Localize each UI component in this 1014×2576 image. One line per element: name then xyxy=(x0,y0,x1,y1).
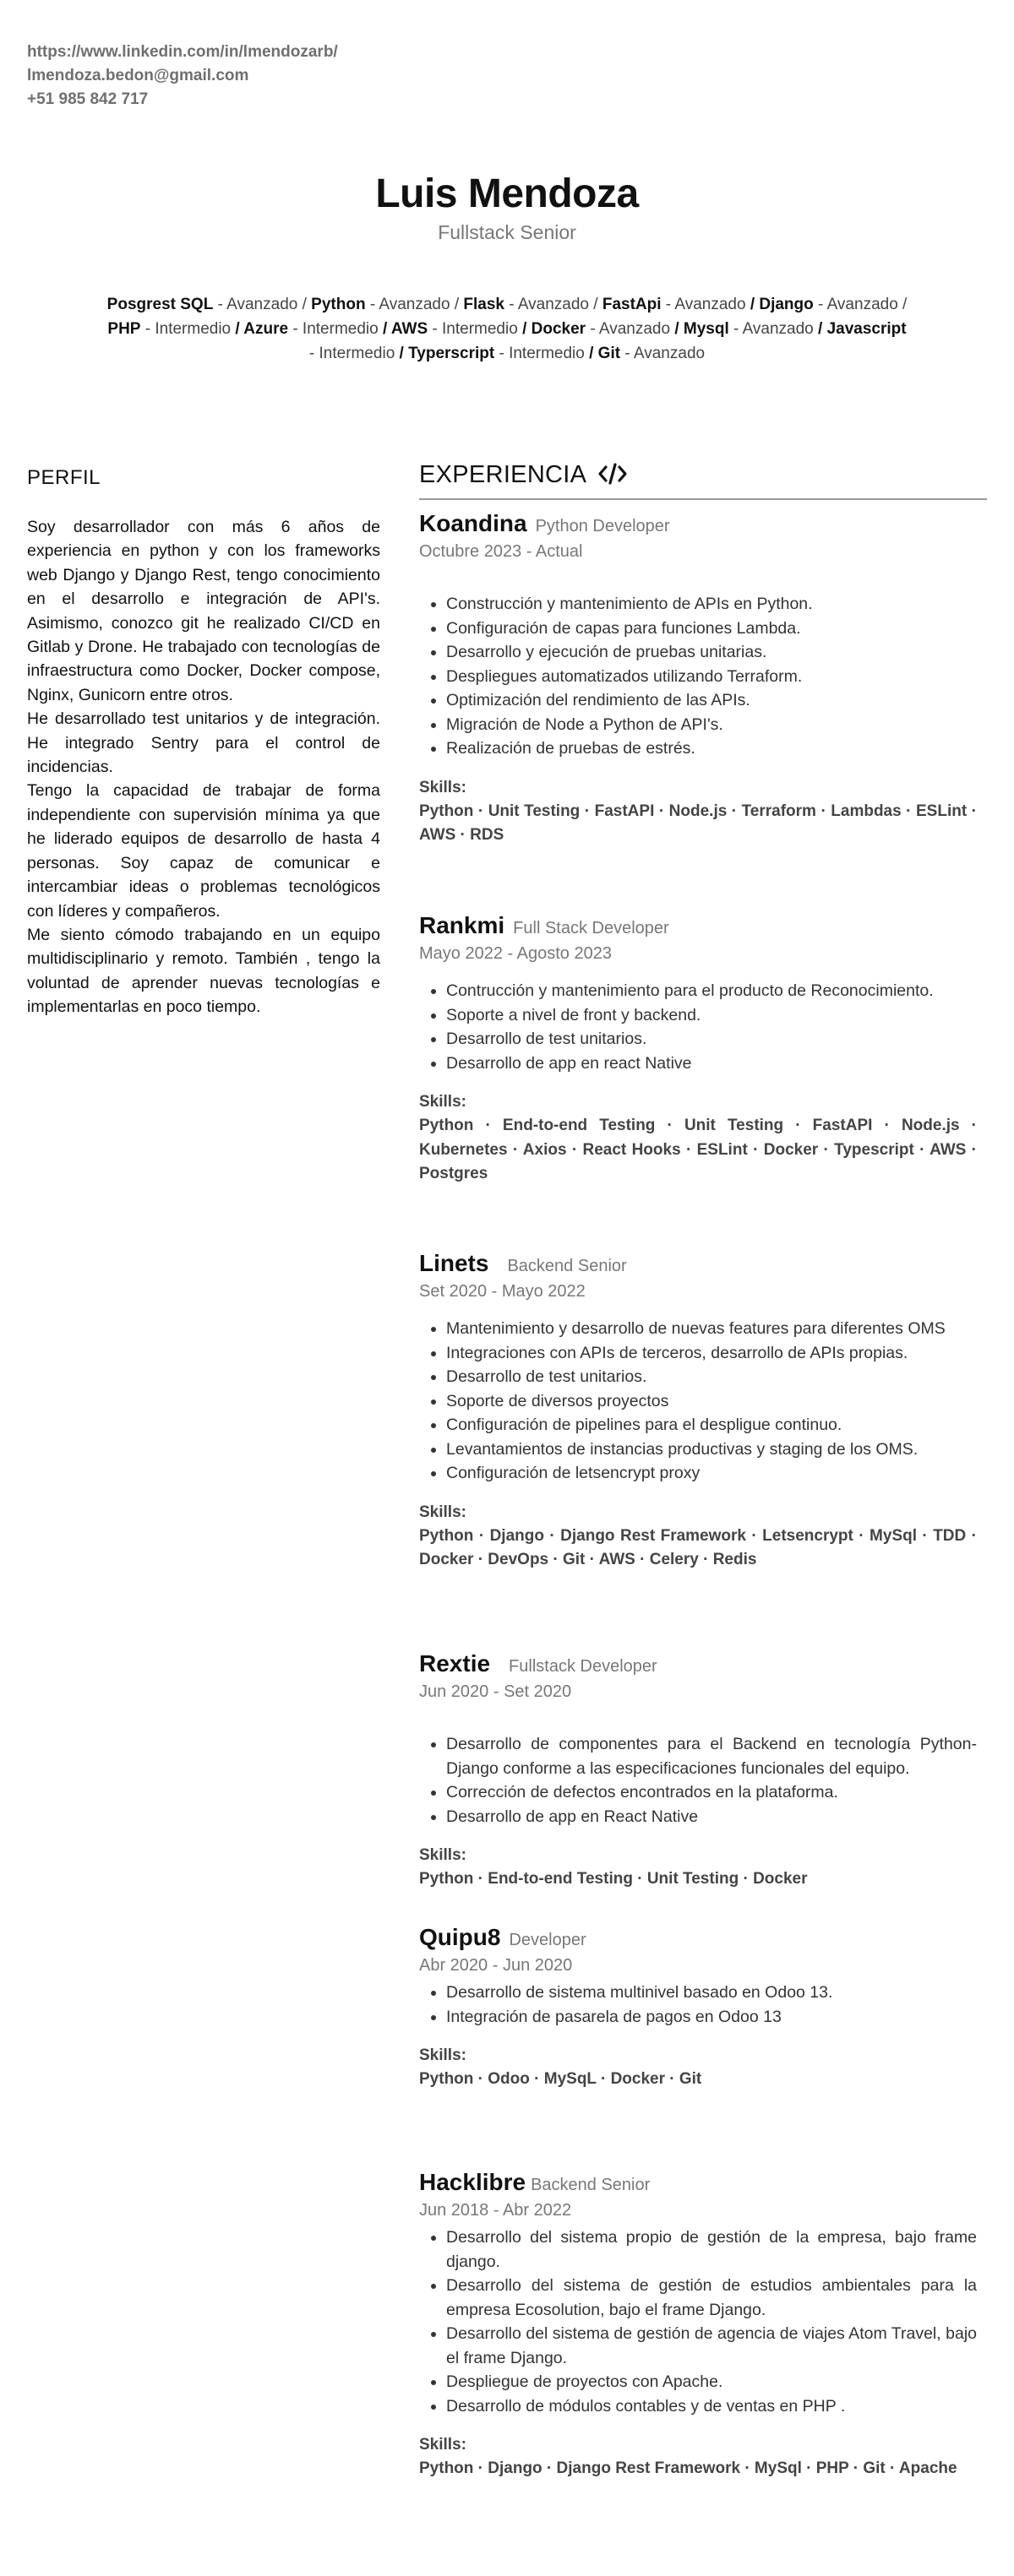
code-icon xyxy=(597,462,628,490)
skills-list: Python · Unit Testing · FastAPI · Node.js · Terraform · Lambdas · ESLint · AWS · RDS xyxy=(419,802,977,844)
job-role: Backend Senior xyxy=(531,2176,651,2194)
tech-level: - Intermedio xyxy=(494,345,590,362)
skills-label: Skills: xyxy=(419,1503,466,1521)
company-name: Koandina xyxy=(419,510,527,536)
task-item: • Soporte de diversos proyectos xyxy=(446,1389,977,1414)
task-item: • Integración de pasarela de pagos en Odoo 13 xyxy=(446,2005,977,2030)
job-dates: Set 2020 - Mayo 2022 xyxy=(419,1282,586,1301)
task-list xyxy=(419,1981,977,2029)
skills-label: Skills: xyxy=(419,2046,466,2064)
tech-name: / Typerscript xyxy=(399,345,495,362)
skills-list: Python · End-to-end Testing · Unit Testing · FastAPI · Node.js · Kubernetes · Axios · React Hooks · ESLint · Docker · Typescript · AWS · Postgres xyxy=(419,1117,977,1182)
tech-name: / AWS xyxy=(382,320,428,338)
job-entry-rextie xyxy=(419,1650,977,1892)
tech-name: / Mysql xyxy=(674,320,729,338)
task-item: • Corrección de defectos encontrados en la plataforma. xyxy=(446,1780,977,1805)
job-entry-quipu8 xyxy=(419,1924,977,2092)
tech-level: - Intermedio xyxy=(428,320,523,338)
tech-level: - Avanzado / xyxy=(813,296,908,313)
company-name: Quipu8 xyxy=(419,1924,501,1950)
task-item: • Levantamientos de instancias productivas y staging de los OMS. xyxy=(446,1437,977,1462)
tech-level: - Avanzado xyxy=(728,320,819,338)
job-role: Full Stack Developer xyxy=(513,919,669,937)
company-name: Rankmi xyxy=(419,912,505,938)
task-item: • Desarrollo de componentes para el Backend en tecnología Python-Django conforme a las especificaciones funcionales del equipo. xyxy=(446,1732,977,1780)
tech-name: / Javascript xyxy=(818,320,907,338)
job-entry-hacklibre xyxy=(419,2169,977,2481)
tech-level: - Avanzado / xyxy=(365,296,464,313)
company-name: Linets xyxy=(419,1250,489,1276)
skills-label: Skills: xyxy=(419,778,466,796)
skills-list: Python · Odoo · MySqL · Docker · Git xyxy=(419,2070,702,2088)
tech-name: / Git xyxy=(589,345,621,362)
skills-label: Skills: xyxy=(419,1093,466,1111)
task-item: • Mantenimiento y desarrollo de nuevas features para diferentes OMS xyxy=(446,1317,977,1341)
task-item: • Soporte a nivel de front y backend. xyxy=(446,1003,977,1028)
linkedin-link[interactable]: https://www.linkedin.com/in/lmendozarb/ xyxy=(27,43,338,61)
perfil-paragraph: Soy desarrollador con más 6 años de experiencia en python y con los frameworks web Django y Django Rest, tengo conocimiento en el desarrollo e integración de API's. Asimismo, conozco git he realizado CI/CD en Gitlab y Drone. He trabajado con tecnologías de infraestructura como Docker, Docker compose, Nginx, Gunicorn entre otros. xyxy=(27,518,380,704)
task-item: • Realización de pruebas de estrés. xyxy=(446,736,977,761)
skills-list: Python · Django · Django Rest Framework · MySql · PHP · Git · Apache xyxy=(419,2459,957,2477)
job-role: Developer xyxy=(509,1931,586,1949)
tech-summary xyxy=(76,292,938,366)
job-dates: Jun 2018 - Abr 2022 xyxy=(419,2201,572,2220)
skills-label: Skills: xyxy=(419,1846,466,1864)
task-item: • Desarrollo y ejecución de pruebas unitarias. xyxy=(446,640,977,665)
task-item: • Desarrollo de app en react Native xyxy=(446,1052,977,1076)
experiencia-header xyxy=(419,461,987,500)
tech-level: - Intermedio xyxy=(140,320,236,338)
tech-name: / Docker xyxy=(522,320,586,338)
job-role: Python Developer xyxy=(535,517,670,535)
job-entry-rankmi xyxy=(419,912,977,1187)
task-item: • Construcción y mantenimiento de APIs en Python. xyxy=(446,592,977,617)
tech-level: - Avanzado xyxy=(620,345,706,362)
tech-name: / Azure xyxy=(235,320,289,338)
skills-label: Skills: xyxy=(419,2436,466,2454)
task-item: • Desarrollo de módulos contables y de ventas en PHP . xyxy=(446,2394,977,2419)
task-item: • Configuración de pipelines para el despligue continuo. xyxy=(446,1413,977,1437)
tech-level: - Intermedio xyxy=(288,320,383,338)
tech-level: - Avanzado / xyxy=(213,296,312,313)
tech-name: Flask xyxy=(463,296,504,313)
experiencia-heading: EXPERIENCIA xyxy=(419,461,587,488)
task-list xyxy=(419,1317,977,1486)
job-role: Fullstack Developer xyxy=(509,1657,657,1676)
task-item: • Configuración de letsencrypt proxy xyxy=(446,1461,977,1486)
phone-text: +51 985 842 717 xyxy=(27,90,149,108)
tech-name: PHP xyxy=(107,320,141,338)
job-dates: Jun 2020 - Set 2020 xyxy=(419,1682,572,1701)
task-list xyxy=(419,1732,977,1829)
tech-level: - Avanzado xyxy=(661,296,750,313)
skills-list: Python · Django · Django Rest Framework · Letsencrypt · MySql · TDD · Docker · DevOps · Git · AWS · Celery · Redis xyxy=(419,1526,977,1568)
skills-list: Python · End-to-end Testing · Unit Testing · Docker xyxy=(419,1870,808,1888)
job-role: Backend Senior xyxy=(507,1257,627,1275)
tech-level: - Avanzado xyxy=(586,320,675,338)
task-item: • Desarrollo del sistema de gestión de estudios ambientales para la empresa Ecosolution, bajo el frame Django. xyxy=(446,2274,977,2322)
tech-level: - Intermedio xyxy=(308,345,400,362)
tech-name: Posgrest SQL xyxy=(106,296,214,313)
job-dates: Octubre 2023 - Actual xyxy=(419,542,583,561)
perfil-paragraph: Me siento cómodo trabajando en un equipo multidisciplinario y remoto. También , tengo la voluntad de aprender nuevas tecnologías e implementarlas en poco tiempo. xyxy=(27,925,380,1017)
perfil-paragraph: He desarrollado test unitarios y de integración. He integrado Sentry para el control de incidencias. xyxy=(27,709,380,777)
perfil-heading: PERFIL xyxy=(27,466,101,489)
tech-name: Python xyxy=(311,296,366,313)
task-item: • Contrucción y mantenimiento para el producto de Reconocimiento. xyxy=(446,979,977,1003)
task-item: • Desarrollo de test unitarios. xyxy=(446,1027,977,1052)
contact-block xyxy=(27,41,338,111)
task-list xyxy=(419,2225,977,2418)
tech-level: - Avanzado / xyxy=(504,296,602,313)
job-entry-linets xyxy=(419,1250,977,1573)
task-list xyxy=(419,592,977,761)
task-item: • Desarrollo del sistema propio de gestión de la empresa, bajo frame django. xyxy=(446,2225,977,2274)
task-item: • Configuración de capas para funciones Lambda. xyxy=(446,617,977,641)
task-list xyxy=(419,979,977,1075)
job-dates: Mayo 2022 - Agosto 2023 xyxy=(419,944,612,963)
task-item: • Integraciones con APIs de terceros, desarrollo de APIs propias. xyxy=(446,1341,977,1366)
job-entry-koandina xyxy=(419,510,977,848)
tech-name: / Django xyxy=(750,296,814,313)
task-item: • Desarrollo del sistema de gestión de agencia de viajes Atom Travel, bajo el frame Django. xyxy=(446,2322,977,2370)
task-item: • Desarrollo de app en React Native xyxy=(446,1805,977,1829)
task-item: • Optimización del rendimiento de las APIs. xyxy=(446,688,977,713)
task-item: • Despliegue de proyectos con Apache. xyxy=(446,2370,977,2394)
task-item: • Desarrollo de sistema multinivel basado en Odoo 13. xyxy=(446,1981,977,2005)
job-dates: Abr 2020 - Jun 2020 xyxy=(419,1956,573,1975)
candidate-name: Luis Mendoza xyxy=(375,171,639,216)
task-item: • Desarrollo de test unitarios. xyxy=(446,1365,977,1389)
perfil-paragraph: Tengo la capacidad de trabajar de forma independiente con supervisión mínima ya que he liderado equipos de desarrollo de hasta 4 personas. Soy capaz de comunicar e intercambiar ideas o problemas tecnológicos con líderes y compañeros. xyxy=(27,781,380,921)
tech-name: FastApi xyxy=(602,296,662,313)
candidate-role: Fullstack Senior xyxy=(438,221,576,243)
email-link[interactable]: lmendoza.bedon@gmail.com xyxy=(27,67,249,84)
perfil-body xyxy=(27,515,380,1019)
company-name: Hacklibre xyxy=(419,2169,526,2195)
company-name: Rextie xyxy=(419,1650,491,1677)
task-item: • Despliegues automatizados utilizando Terraform. xyxy=(446,665,977,689)
task-item: • Migración de Node a Python de API's. xyxy=(446,713,977,737)
